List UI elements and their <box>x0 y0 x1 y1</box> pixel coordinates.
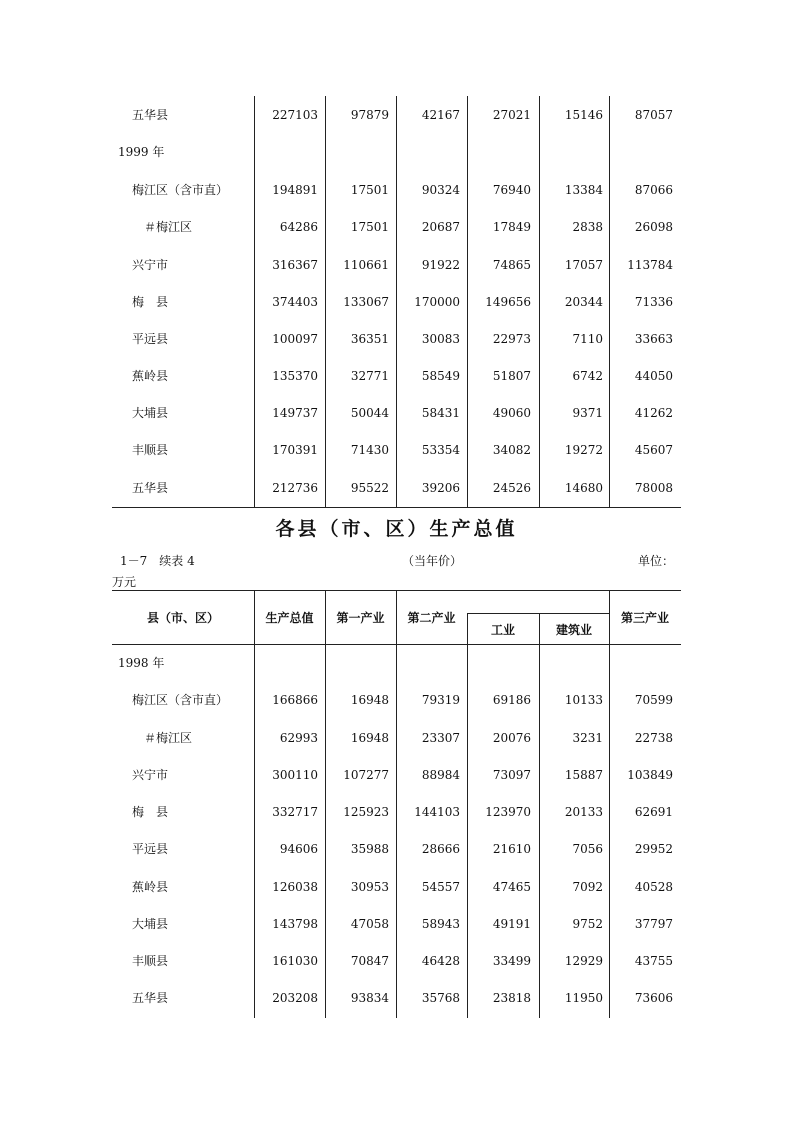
cell-secondary: 170000 <box>414 295 460 309</box>
table-row <box>112 951 681 971</box>
cell-tertiary: 43755 <box>634 954 673 968</box>
row-label: 平远县 <box>132 842 169 856</box>
row-label: 兴宁市 <box>132 258 169 272</box>
cell-construction: 13384 <box>564 183 603 197</box>
cell-tertiary: 37797 <box>634 917 673 931</box>
table-1998 <box>112 590 681 1018</box>
cell-industry: 74865 <box>492 258 531 272</box>
cell-construction: 15887 <box>564 768 603 782</box>
cell-secondary: 39206 <box>421 481 460 495</box>
cell-secondary: 46428 <box>421 954 460 968</box>
cell-secondary: 54557 <box>421 880 460 894</box>
cell-primary: 16948 <box>350 731 389 745</box>
cell-construction: 17057 <box>564 258 603 272</box>
price-note: （当年价） <box>402 554 463 568</box>
cell-primary: 50044 <box>350 406 389 420</box>
row-label: 五华县 <box>132 481 169 495</box>
cell-gdp: 126038 <box>272 880 318 894</box>
cell-industry: 47465 <box>492 880 531 894</box>
table-row <box>112 877 681 897</box>
cell-gdp: 300110 <box>272 768 318 782</box>
cell-gdp: 374403 <box>272 295 318 309</box>
cell-tertiary: 87057 <box>634 108 673 122</box>
cell-gdp: 100097 <box>272 332 318 346</box>
table-row <box>112 217 681 237</box>
table-row <box>112 728 681 748</box>
cell-primary: 110661 <box>343 258 389 272</box>
row-label: 梅 县 <box>132 805 169 819</box>
cell-secondary: 58549 <box>421 369 460 383</box>
cell-gdp: 64286 <box>279 220 318 234</box>
cell-industry: 27021 <box>492 108 531 122</box>
row-label: 蕉岭县 <box>132 369 169 383</box>
cell-primary: 32771 <box>350 369 389 383</box>
cell-tertiary: 40528 <box>634 880 673 894</box>
cell-construction: 7092 <box>572 880 603 894</box>
cell-tertiary: 70599 <box>634 693 673 707</box>
cell-gdp: 316367 <box>272 258 318 272</box>
cell-industry: 23818 <box>492 991 531 1005</box>
row-label: 梅江区（含市直） <box>132 183 229 197</box>
table-row <box>112 802 681 822</box>
cell-secondary: 53354 <box>421 443 460 457</box>
cell-gdp: 143798 <box>272 917 318 931</box>
cell-gdp: 62993 <box>279 731 318 745</box>
cell-tertiary: 33663 <box>634 332 673 346</box>
cell-tertiary: 22738 <box>634 731 673 745</box>
cell-tertiary: 45607 <box>634 443 673 457</box>
table-row <box>112 403 681 423</box>
cell-gdp: 203208 <box>272 991 318 1005</box>
table-row <box>112 180 681 200</box>
cell-gdp: 194891 <box>272 183 318 197</box>
table-row <box>112 988 681 1008</box>
cell-industry: 123970 <box>485 805 531 819</box>
table-row <box>112 478 681 498</box>
cell-tertiary: 62691 <box>634 805 673 819</box>
table-row <box>112 329 681 349</box>
cell-secondary: 35768 <box>421 991 460 1005</box>
cell-construction: 2838 <box>572 220 603 234</box>
cell-secondary: 58943 <box>421 917 460 931</box>
cell-primary: 93834 <box>350 991 389 1005</box>
cell-industry: 21610 <box>492 842 531 856</box>
row-label: 平远县 <box>132 332 169 346</box>
table-row <box>112 292 681 312</box>
cell-primary: 16948 <box>350 693 389 707</box>
cell-industry: 51807 <box>492 369 531 383</box>
cell-primary: 47058 <box>350 917 389 931</box>
row-label: 丰顺县 <box>132 443 169 457</box>
cell-construction: 10133 <box>564 693 603 707</box>
cell-tertiary: 73606 <box>634 991 673 1005</box>
cell-construction: 3231 <box>572 731 603 745</box>
page-title: 各县（市、区）生产总值 <box>275 518 518 540</box>
header-tertiary: 第三产业 <box>620 611 669 625</box>
table-row <box>112 765 681 785</box>
cell-tertiary: 29952 <box>634 842 673 856</box>
cell-primary: 17501 <box>350 183 389 197</box>
row-label: 梅江区（含市直） <box>132 693 229 707</box>
unit-label: 单位： <box>638 554 675 568</box>
cell-gdp: 149737 <box>272 406 318 420</box>
cell-gdp: 166866 <box>272 693 318 707</box>
table-row <box>112 839 681 859</box>
row-label: 五华县 <box>132 991 169 1005</box>
table-row <box>112 440 681 460</box>
cell-secondary: 79319 <box>421 693 460 707</box>
cell-construction: 15146 <box>564 108 603 122</box>
cell-primary: 71430 <box>350 443 389 457</box>
cell-industry: 34082 <box>492 443 531 457</box>
cell-secondary: 91922 <box>421 258 460 272</box>
cell-industry: 22973 <box>492 332 531 346</box>
cell-industry: 49060 <box>492 406 531 420</box>
cell-primary: 30953 <box>350 880 389 894</box>
cell-construction: 20344 <box>564 295 603 309</box>
cell-construction: 12929 <box>564 954 603 968</box>
cell-construction: 20133 <box>564 805 603 819</box>
cell-secondary: 42167 <box>421 108 460 122</box>
cell-industry: 20076 <box>492 731 531 745</box>
header-industry: 工业 <box>490 623 515 637</box>
cell-secondary: 23307 <box>421 731 460 745</box>
row-label: 五华县 <box>132 108 169 122</box>
cell-construction: 6742 <box>572 369 603 383</box>
cell-secondary: 58431 <box>421 406 460 420</box>
cell-construction: 9752 <box>572 917 603 931</box>
year-label: 1999 年 <box>118 145 165 159</box>
row-label: 梅 县 <box>132 295 169 309</box>
cell-industry: 17849 <box>492 220 531 234</box>
cell-industry: 33499 <box>492 954 531 968</box>
cell-primary: 107277 <box>343 768 389 782</box>
row-label: 大埔县 <box>132 406 169 420</box>
cell-primary: 17501 <box>350 220 389 234</box>
cell-gdp: 212736 <box>272 481 318 495</box>
cell-secondary: 88984 <box>421 768 460 782</box>
unit-value: 万元 <box>112 575 137 589</box>
row-label: 蕉岭县 <box>132 880 169 894</box>
cell-gdp: 161030 <box>272 954 318 968</box>
cell-construction: 7056 <box>572 842 603 856</box>
cell-gdp: 94606 <box>279 842 318 856</box>
cell-tertiary: 78008 <box>634 481 673 495</box>
cell-secondary: 20687 <box>421 220 460 234</box>
cell-construction: 7110 <box>572 332 603 346</box>
row-label: 丰顺县 <box>132 954 169 968</box>
cell-tertiary: 41262 <box>634 406 673 420</box>
cell-construction: 19272 <box>564 443 603 457</box>
cell-tertiary: 87066 <box>634 183 673 197</box>
table-row <box>112 142 681 162</box>
cell-gdp: 170391 <box>272 443 318 457</box>
cell-industry: 73097 <box>492 768 531 782</box>
cell-gdp: 332717 <box>272 805 318 819</box>
cell-industry: 24526 <box>492 481 531 495</box>
header-secondary: 第二产业 <box>407 611 456 625</box>
cell-tertiary: 103849 <box>627 768 673 782</box>
header-sub-rule <box>467 613 609 614</box>
table-row <box>112 255 681 275</box>
cell-construction: 11950 <box>564 991 603 1005</box>
header-construction: 建筑业 <box>555 623 592 637</box>
table-bottom-rule <box>112 507 681 508</box>
table-row <box>112 653 681 673</box>
cell-construction: 9371 <box>572 406 603 420</box>
row-label: 兴宁市 <box>132 768 169 782</box>
year-label: 1998 年 <box>118 656 165 670</box>
cell-tertiary: 71336 <box>634 295 673 309</box>
cell-primary: 70847 <box>350 954 389 968</box>
header-primary: 第一产业 <box>336 611 385 625</box>
cell-primary: 97879 <box>350 108 389 122</box>
cell-tertiary: 44050 <box>634 369 673 383</box>
row-label: ＃梅江区 <box>144 220 193 234</box>
row-label: 大埔县 <box>132 917 169 931</box>
cell-gdp: 227103 <box>272 108 318 122</box>
table-row <box>112 690 681 710</box>
table-row <box>112 914 681 934</box>
cell-primary: 36351 <box>350 332 389 346</box>
cell-tertiary: 113784 <box>627 258 673 272</box>
cell-tertiary: 26098 <box>634 220 673 234</box>
row-label: ＃梅江区 <box>144 731 193 745</box>
table-number: 1－7 续表 4 <box>120 554 195 568</box>
header-county: 县（市、区） <box>146 611 219 625</box>
cell-secondary: 90324 <box>421 183 460 197</box>
cell-secondary: 144103 <box>414 805 460 819</box>
cell-gdp: 135370 <box>272 369 318 383</box>
cell-secondary: 28666 <box>421 842 460 856</box>
cell-industry: 69186 <box>492 693 531 707</box>
cell-primary: 95522 <box>350 481 389 495</box>
cell-construction: 14680 <box>564 481 603 495</box>
cell-industry: 149656 <box>485 295 531 309</box>
cell-primary: 133067 <box>343 295 389 309</box>
header-gdp: 生产总值 <box>265 611 314 625</box>
cell-secondary: 30083 <box>421 332 460 346</box>
cell-industry: 76940 <box>492 183 531 197</box>
table-row <box>112 366 681 386</box>
table-row <box>112 105 681 125</box>
cell-industry: 49191 <box>492 917 531 931</box>
table-1999 <box>112 96 681 508</box>
cell-primary: 35988 <box>350 842 389 856</box>
cell-primary: 125923 <box>343 805 389 819</box>
